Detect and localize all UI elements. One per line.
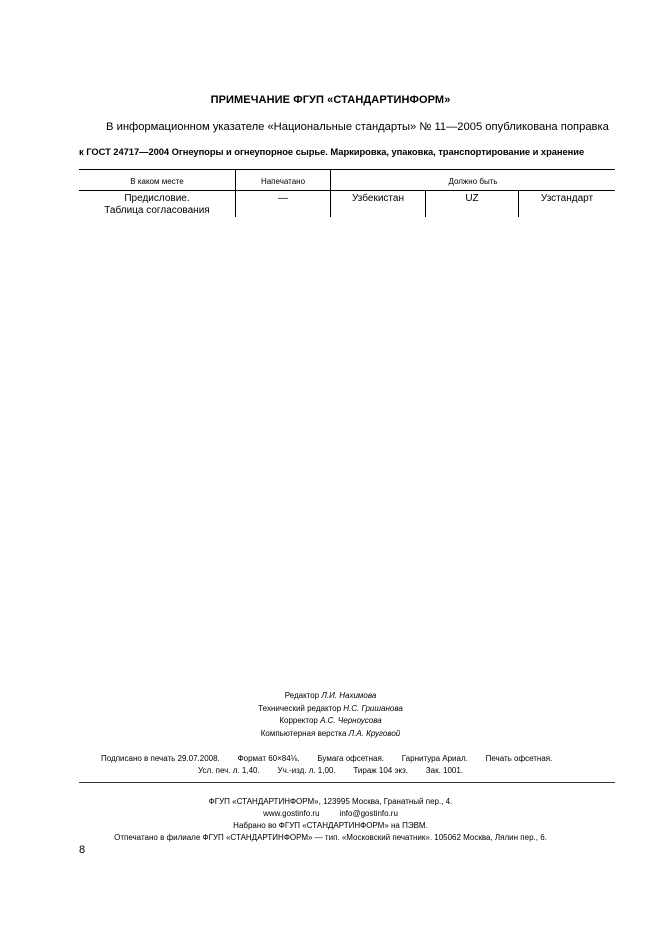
page-number: 8 [79,844,86,856]
table-cell-country: Узбекистан [352,193,404,204]
table-row-location [79,193,235,216]
header-printed: Напечатано [260,177,306,186]
publisher-contacts: www.gostinfo.ru info@gostinfo.ru [263,809,398,818]
credit-line: Компьютерная верстка Л.А. Круговой [260,728,401,738]
credits-block [0,690,661,740]
standard-subject: к ГОСТ 24717—2004 Огнеупоры и огнеупорное сырье. Маркировка, упаковка, транспортирование и хранение [79,146,585,157]
credit-line: Технический редактор Н.С. Гришанова [258,703,403,713]
header-where: В каком месте [130,177,184,186]
location-line: Предисловие. [124,193,190,204]
print-info-line-1: Подписано в печать 29.07.2008. Формат 60×84⅛. Бумага офсетная. Гарнитура Ариал. Печать офсетная. [101,754,553,763]
table-top-border [79,169,615,170]
publisher-address: ФГУП «СТАНДАРТИНФОРМ», 123995 Москва, Гранатный пер., 4. [208,797,453,806]
publisher-block [0,796,661,844]
table-cell-code: UZ [465,193,479,204]
table-header-border [79,190,615,191]
separator-line [79,782,615,783]
location-line: Таблица согласования [104,204,210,216]
table-cell-body: Узстандарт [540,193,594,204]
credit-line: Редактор Л.И. Нахимова [284,691,377,700]
page-title: ПРИМЕЧАНИЕ ФГУП «СТАНДАРТИНФОРМ» [210,94,451,106]
printed-note: Отпечатано в филиале ФГУП «СТАНДАРТИНФОРМ» — тип. «Московский печатник». 105062 Москва, Лялин пер., 6. [114,833,547,842]
notice-text: В информационном указателе «Национальные стандарты» № 11—2005 опубликована поправка [106,121,609,133]
print-info-line-2: Усл. печ. л. 1,40. Уч.-изд. л. 1,00. Тираж 104 экз. Зак. 1001. [198,766,464,775]
typeset-note: Набрано во ФГУП «СТАНДАРТИНФОРМ» на ПЭВМ. [233,821,428,830]
header-should-be: Должно быть [448,177,498,186]
credit-line: Корректор А.С. Черноусова [279,716,382,725]
table-cell-printed: — [278,193,288,204]
